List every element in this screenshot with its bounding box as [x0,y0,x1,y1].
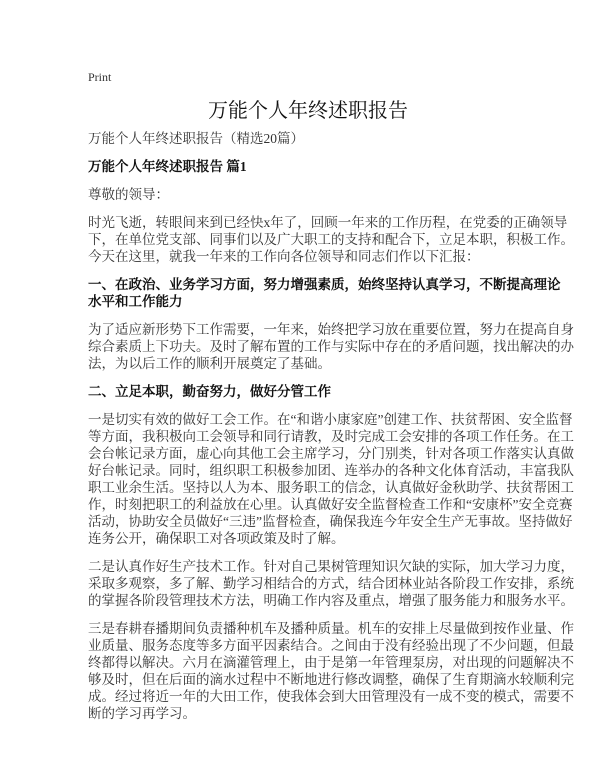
text-line: 为了适应新形势下工作需要，一年来，始终把学习放在重要位置，努力在提高自身 [88,322,574,337]
text-line: 三是春耕春播期间负责播种机车及播种质量。机车的安排上尽量做到按作业量、作 [88,621,574,636]
text-line: 尊敬的领导： [88,187,169,202]
section-heading [88,276,561,310]
text-line: 今天在这里，就我一年来的工作向各位领导和同志们作以下汇报： [88,249,480,264]
text-line: 够及时，但在后面的滴水过程中不断地进行修改调整，确保了生育期滴水较顺利完 [88,672,574,687]
document-title: 万能个人年终述职报告 [208,100,408,122]
text-line: 采取多观察，多了解、勤学习相结合的方式，结合团林业站各阶段工作安排，系统 [88,576,574,591]
print-label: Print [88,70,112,84]
document-page [88,68,574,722]
paragraph [88,620,574,722]
text-line: 一是切实有效的做好工会工作。在“和谐小康家庭”创建工作、扶贫帮困、安全监督 [88,412,573,427]
text-line: 二、立足本职，勤奋努力，做好分管工作 [88,384,331,399]
text-line: 等方面，我积极向工会领导和同行请教，及时完成工会安排的各项工作任务。在工 [88,429,574,444]
text-line: 万能个人年终述职报告 篇1 [88,159,247,174]
document-body [88,158,574,722]
text-line: 业质量、服务态度等多方面平因素结合。之间由于没有经验出现了不少问题，但最 [88,638,574,653]
section-heading [88,158,528,175]
section-heading [88,383,528,400]
paragraph [88,321,574,372]
text-line: 活动，协助安全员做好“三违”监督检查，确保我连今年安全生产无事故。坚持做好 [88,514,573,529]
text-line: 断的学习再学习。 [88,706,196,721]
document-subtitle: 万能个人年终述职报告（精选20篇） [88,131,304,146]
text-line: 成。经过将近一年的大田工作，使我体会到大田管理没有一成不变的模式，需要不 [88,689,574,704]
text-line: 水平和工作能力 [88,294,183,309]
text-line: 终都得以解决。六月在滴灌管理上，由于是第一年管理泵房，对出现的问题解决不 [88,655,574,670]
text-line: 一、在政治、业务学习方面，努力增强素质，始终坚持认真学习，不断提高理论 [88,277,561,292]
text-line: 二是认真作好生产技术工作。针对自己果树管理知识欠缺的实际，加大学习力度， [88,559,574,574]
paragraph [88,411,574,547]
text-line: 会台帐记录方面，虚心向其他工会主席学习，分门别类，针对各项工作落实认真做 [88,446,574,461]
paragraph [88,214,574,265]
paragraph [88,186,528,203]
text-line: 综合素质上下功夫。及时了解布置的工作与实际中存在的矛盾问题，找出解决的办 [88,339,574,354]
text-line: 下，在单位党支部、同事们以及广大职工的支持和配合下，立足本职，积极工作。 [88,232,574,247]
text-line: 好台帐记录。同时，组织职工积极参加团、连举办的各种文化体育活动，丰富我队 [88,463,574,478]
paragraph [88,558,574,609]
text-line: 职工业余生活。坚持以人为本、服务职工的信念，认真做好金秋助学、扶贫帮困工 [88,480,574,495]
text-line: 连务公开，确保职工对各项政策及时了解。 [88,531,345,546]
text-line: 作，时刻把职工的利益放在心里。认真做好安全监督检查工作和“安康杯”安全竞赛 [88,497,573,512]
text-line: 时光飞逝，转眼间来到已经快x年了，回顾一年来的工作历程，在党委的正确领导 [88,215,568,230]
text-line: 的掌握各阶段管理技术方法，明确工作内容及重点，增强了服务能力和服务水平。 [88,593,574,608]
text-line: 法，为以后工作的顺利开展奠定了基础。 [88,356,331,371]
